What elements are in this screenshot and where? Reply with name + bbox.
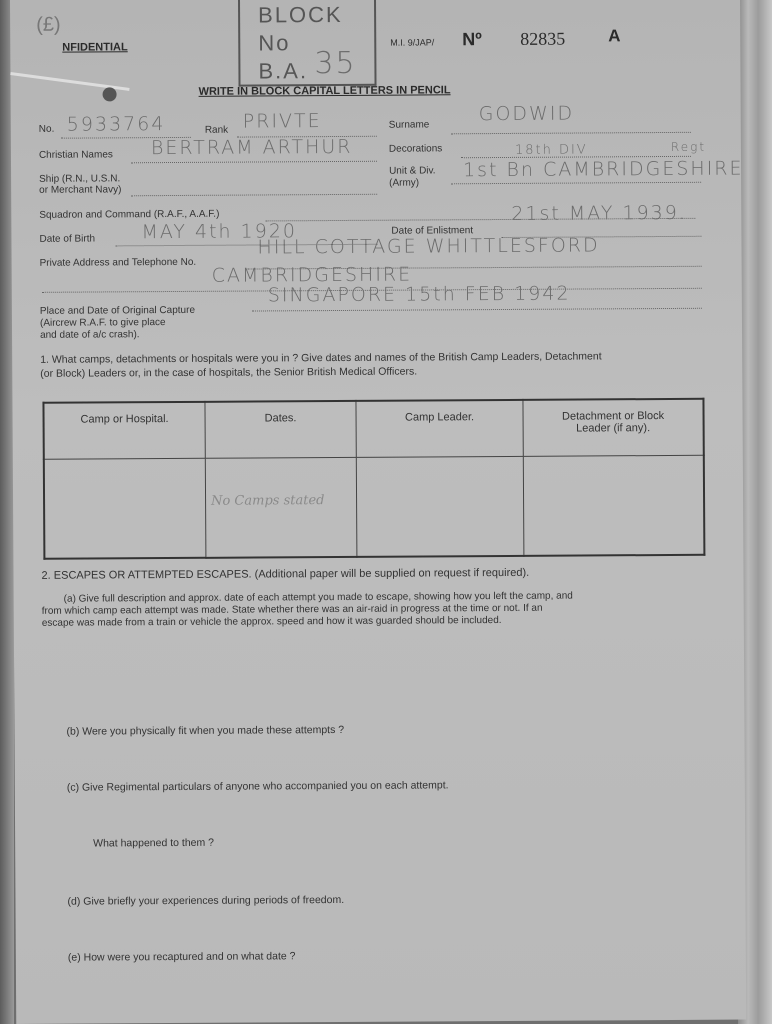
unit-line	[451, 182, 701, 185]
question-2a-line-2: from which camp each attempt was made. State whether there was an air-raid in progress at the time or not. If an	[41, 602, 543, 617]
capture-label-3: and date of a/c crash).	[40, 329, 140, 341]
block-stamp	[238, 0, 377, 87]
christian-names-value: BERTRAM ARTHUR	[150, 135, 353, 160]
capture-label-1: Place and Date of Original Capture	[39, 304, 196, 317]
unit-regt-note: Regt	[670, 139, 707, 154]
ship-label-1: Ship (R.N., U.S.N.	[39, 173, 121, 185]
stamp-line-ba: B.A.	[258, 58, 309, 84]
ship-line	[131, 194, 377, 197]
rank-value: PRIVTE	[242, 110, 322, 133]
question-2a-line-3: escape was made from a train or vehicle the approx. speed and how it was guarded should be included.	[41, 615, 502, 629]
ship-label-2: or Merchant Navy)	[39, 184, 122, 196]
binding-knot	[103, 87, 117, 101]
paren-mark: (£)	[36, 13, 61, 36]
stamp-line-no: No	[258, 30, 291, 56]
surname-value: GODWID	[478, 102, 575, 126]
question-1-line-1: 1. What camps, detachments or hospitals were you in ? Give dates and names of the British Camp Leaders, Detachment	[40, 350, 602, 366]
christian-names-label: Christian Names	[38, 149, 113, 161]
number-field-label: No.	[38, 123, 55, 135]
decorations-label: Decorations	[388, 143, 443, 155]
christian-names-line	[131, 161, 377, 164]
question-2-heading: 2. ESCAPES OR ATTEMPTED ESCAPES. (Additional paper will be supplied on request if required).	[41, 566, 530, 582]
surname-line	[451, 132, 691, 134]
question-1-line-2: (or Block) Leaders or, in the case of hospitals, the Senior British Medical Officers.	[40, 365, 418, 380]
form-suffix: A	[608, 26, 621, 46]
stamp-block-number: 35	[314, 45, 357, 82]
pencil-instruction: WRITE IN BLOCK CAPITAL LETTERS IN PENCIL	[198, 84, 451, 98]
enlistment-label: Date of Enlistment	[391, 225, 474, 237]
address-value-line2: CAMBRIDGESHIRE	[211, 263, 413, 287]
rank-label: Rank	[204, 124, 229, 136]
camps-cell-leader	[356, 456, 524, 557]
column-dates: Dates.	[205, 401, 356, 458]
question-2b: (b) Were you physically fit when you made these attempts ?	[66, 723, 345, 738]
dob-label: Date of Birth	[39, 233, 96, 245]
question-2c: (c) Give Regimental particulars of anyone who accompanied you on each attempt.	[66, 779, 449, 794]
unit-value: 1st Bn CAMBRIDGESHIRE	[462, 157, 744, 182]
camps-table	[42, 398, 705, 560]
dob-value: MAY 4th 1920	[141, 220, 298, 244]
column-camp-or-hospital: Camp or Hospital.	[43, 402, 205, 459]
question-2d: (d) Give briefly your experiences during periods of freedom.	[67, 893, 345, 908]
column-camp-leader: Camp Leader.	[356, 400, 523, 458]
camps-table-header-row	[43, 399, 703, 460]
surname-label: Surname	[388, 119, 430, 131]
no-camps-note: No Camps stated	[211, 493, 325, 509]
squadron-label: Squadron and Command (R.A.F., A.A.F.)	[39, 208, 220, 221]
camps-cell-detachment	[523, 455, 704, 556]
service-number-value: 5933764	[66, 113, 166, 136]
address-value-line1: HILL COTTAGE WHITTLESFORD	[257, 234, 600, 259]
address-label: Private Address and Telephone No.	[39, 256, 197, 269]
camps-table-body-row	[44, 455, 705, 559]
enlistment-value: 21st MAY 1939.	[511, 201, 687, 225]
form-number: 82835	[520, 28, 566, 49]
unit-label-2: (Army)	[389, 177, 420, 189]
question-2a-line-1: (a) Give full description and approx. date of each attempt you made to escape, showing how you left the camp, and	[63, 590, 573, 605]
capture-value: SINGAPORE 15th FEB 1942	[267, 282, 571, 307]
confidential-label: NFIDENTIAL	[62, 41, 128, 54]
camps-cell-dates	[205, 457, 357, 557]
camps-cell-camp	[44, 458, 206, 558]
column-detachment-leader: Detachment or Block Leader (if any).	[523, 399, 704, 457]
question-2c-followup: What happened to them ?	[93, 836, 215, 850]
form-page	[10, 0, 746, 1024]
number-label: Nº	[462, 29, 482, 50]
stamp-line-block: BLOCK	[258, 1, 343, 28]
question-2e: (e) How were you recaptured and on what date ?	[67, 950, 296, 964]
unit-label-1: Unit & Div.	[389, 165, 436, 177]
unit-div-note: 18th DIV	[514, 142, 588, 158]
form-reference: M.I. 9/JAP/	[390, 37, 435, 48]
capture-line	[252, 308, 702, 312]
capture-label-2: (Aircrew R.A.F. to give place	[39, 317, 166, 329]
